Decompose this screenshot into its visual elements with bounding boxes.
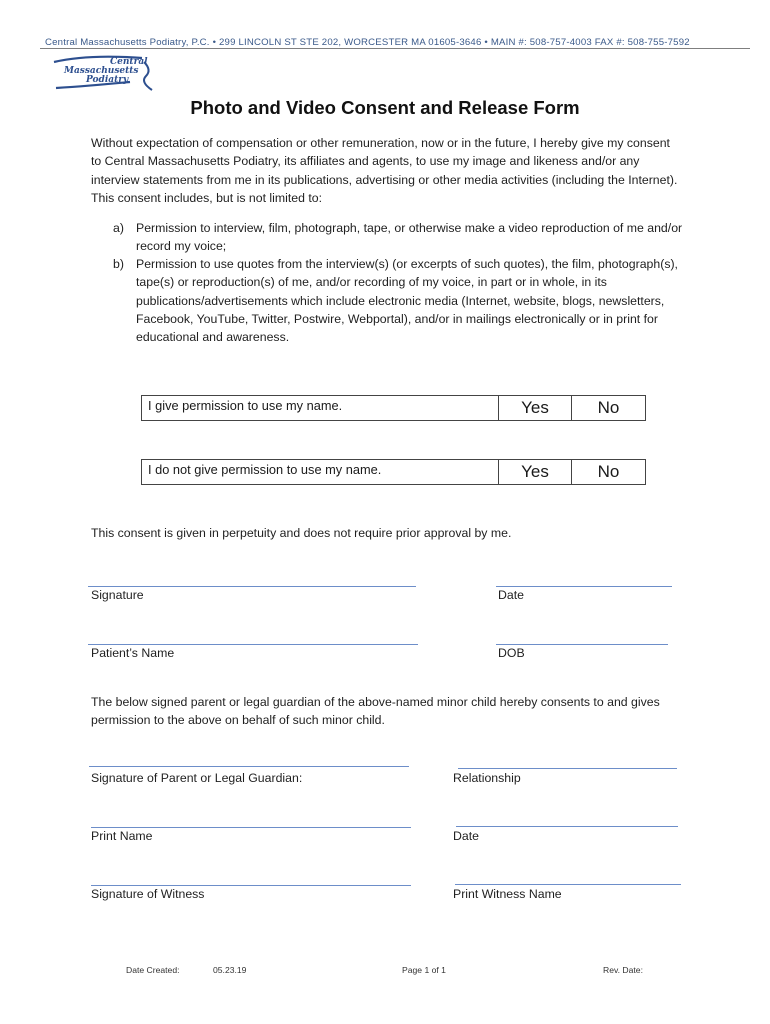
not-give-permission-no[interactable]: No	[597, 462, 620, 481]
practice-logo	[48, 52, 160, 94]
date-label: Date	[498, 588, 524, 602]
logo-line-1: Central	[110, 57, 148, 67]
print-name-line[interactable]	[91, 827, 411, 828]
perpetuity-statement: This consent is given in perpetuity and does not require prior approval by me.	[91, 526, 512, 540]
give-permission-no[interactable]: No	[597, 398, 620, 417]
list-item	[113, 255, 683, 346]
date-created-value: 05.23.19	[213, 965, 247, 975]
give-permission-yes[interactable]: Yes	[499, 396, 572, 420]
guardian-signature-line[interactable]	[89, 766, 409, 767]
relationship-line[interactable]	[458, 768, 677, 769]
witness-signature-line[interactable]	[91, 885, 411, 886]
signature-label: Signature	[91, 588, 144, 602]
witness-name-label: Print Witness Name	[453, 887, 562, 901]
signature-line[interactable]	[88, 586, 416, 587]
list-text: Permission to use quotes from the interview(s) (or excerpts of such quotes), the film, photograph(s), tape(s) or reproduction(s) of me, and/or recording of my voice, in part or in whole, in its publications/advertisements which include electronic media (Internet, website, blogs, newsletters, Facebook, YouTube, Twitter, Postwire, Webportal), and/or in mailings electronically or in print for educational and awareness.	[136, 257, 678, 345]
date-line[interactable]	[496, 586, 672, 587]
practice-address: 299 LINCOLN ST STE 202, WORCESTER MA 01605-3646	[219, 37, 482, 48]
print-name-label: Print Name	[91, 829, 153, 843]
main-phone: MAIN #: 508-757-4003	[490, 37, 592, 48]
witness-signature-label: Signature of Witness	[91, 887, 205, 901]
patient-name-label: Patient’s Name	[91, 646, 175, 660]
guardian-date-line[interactable]	[456, 826, 678, 827]
list-item	[113, 219, 683, 256]
logo-line-3: Podiatry	[86, 75, 129, 85]
give-permission-row	[141, 395, 646, 421]
dob-label: DOB	[498, 646, 525, 660]
guardian-date-label: Date	[453, 829, 479, 843]
logo-line-2: Massachusetts	[64, 66, 139, 76]
witness-name-line[interactable]	[455, 884, 681, 885]
rev-date-label: Rev. Date:	[603, 965, 643, 975]
guardian-statement: The below signed parent or legal guardian of the above-named minor child hereby consents to and gives permission to the above on behalf of such minor child.	[91, 695, 660, 728]
relationship-label: Relationship	[453, 771, 521, 785]
list-text: Permission to interview, film, photograph, tape, or otherwise make a video reproduction of me and/or record my voice;	[136, 221, 683, 254]
list-marker: a)	[113, 221, 124, 235]
intro-paragraph: Without expectation of compensation or other remuneration, now or in the future, I hereby give my consent to Central Massachusetts Podiatry, its affiliates and agents, to use my image and likeness and/or any interview statements from me in its publications, advertising or other media activities (including the Internet). This consent includes, but is not limited to:	[91, 136, 678, 205]
dob-line[interactable]	[496, 644, 668, 645]
date-created-label: Date Created:	[126, 965, 180, 975]
not-give-permission-label: I do not give permission to use my name.	[142, 460, 499, 484]
form-title: Photo and Video Consent and Release Form	[190, 97, 580, 118]
give-permission-label: I give permission to use my name.	[142, 396, 499, 420]
guardian-signature-label: Signature of Parent or Legal Guardian:	[91, 771, 303, 785]
fax-number: FAX #: 508-755-7592	[594, 37, 690, 48]
list-marker: b)	[113, 257, 124, 271]
letterhead: Central Massachusetts Podiatry, P.C. • 299 LINCOLN ST STE 202, WORCESTER MA 01605-3646 • MAIN #: 508-757-4003 FAX #: 508-755-7592	[45, 37, 690, 48]
not-give-permission-row	[141, 459, 646, 485]
patient-name-line[interactable]	[88, 644, 418, 645]
header-divider	[40, 48, 750, 49]
practice-name: Central Massachusetts Podiatry, P.C.	[45, 37, 210, 48]
page-number: Page 1 of 1	[402, 965, 446, 975]
not-give-permission-yes[interactable]: Yes	[499, 460, 572, 484]
